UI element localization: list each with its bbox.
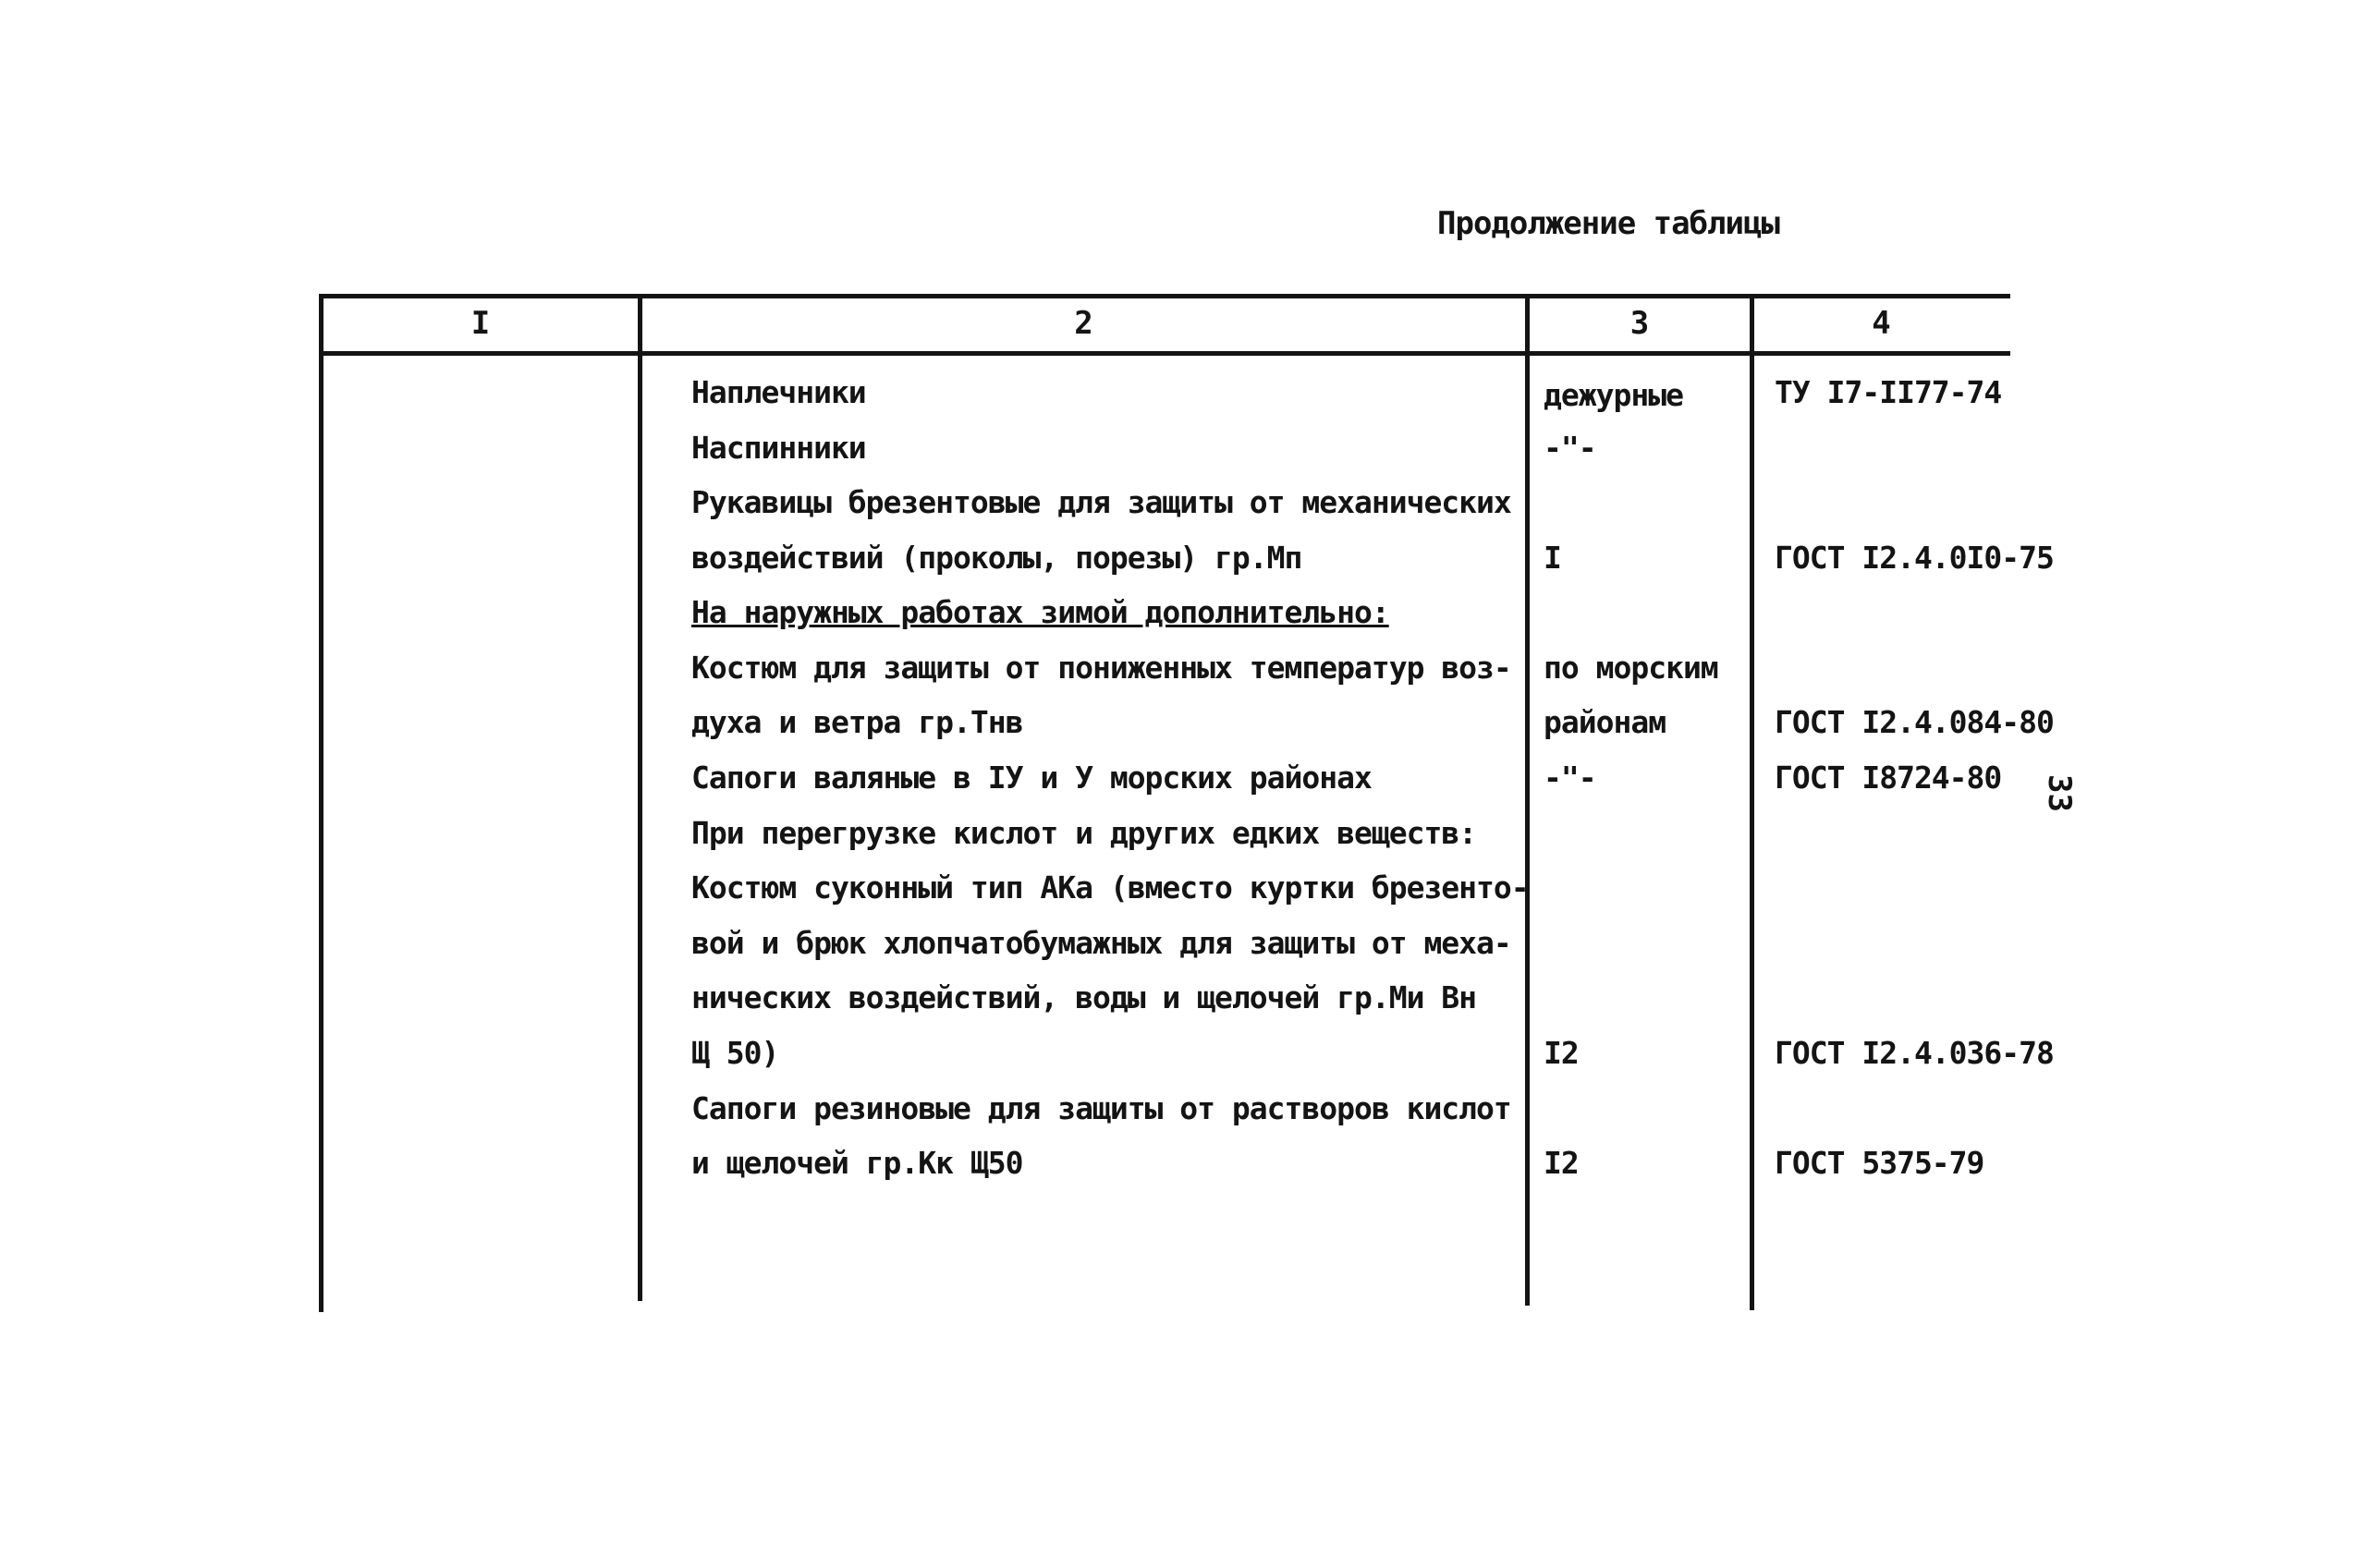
- item-name: Сапоги валяные в IУ и У морских районах: [691, 760, 1372, 796]
- item-name: Костюм суконный тип АКа (вместо куртки брезенто-: [691, 869, 1529, 906]
- column-divider-1-2: [638, 294, 642, 1301]
- standard-ref: ГОСТ I2.4.084-80: [1775, 704, 2054, 740]
- column-header-2: 2: [1074, 305, 1093, 342]
- standard-ref: ТУ I7-II77-74: [1775, 374, 2002, 410]
- item-name: Костюм для защиты от пониженных температур воз-: [691, 650, 1511, 686]
- column-divider-left: [319, 294, 323, 1312]
- item-name: воздействий (проколы, порезы) гр.Мп: [691, 540, 1302, 576]
- issue-term: I2: [1544, 1145, 1579, 1181]
- column-divider-3-4: [1750, 294, 1754, 1310]
- item-name: Рукавицы брезентовые для защиты от механических: [691, 484, 1511, 520]
- section-heading: На наружных работах зимой дополнительно:: [691, 594, 1389, 630]
- issue-term: I2: [1544, 1035, 1579, 1071]
- column-header-1: I: [470, 305, 491, 342]
- table-top-rule: [319, 294, 2010, 298]
- issue-term: I: [1544, 540, 1561, 576]
- issue-term: -"-: [1544, 430, 1596, 466]
- header-bottom-rule: [319, 351, 2010, 356]
- standard-ref: ГОСТ I2.4.036-78: [1775, 1035, 2054, 1071]
- item-name: Сапоги резиновые для защиты от растворов кислот: [691, 1090, 1511, 1126]
- standard-ref: ГОСТ I8724-80: [1775, 760, 2002, 796]
- issue-term: по морским: [1544, 650, 1718, 686]
- issue-term: -"-: [1544, 760, 1596, 796]
- column-divider-2-3: [1525, 294, 1530, 1306]
- section-heading: При перегрузке кислот и других едких веществ:: [691, 815, 1477, 851]
- item-name: вой и брюк хлопчатобумажных для защиты от меха-: [691, 925, 1511, 961]
- issue-term: дежурные: [1544, 377, 1683, 413]
- table-continuation-caption: Продолжение таблицы: [1437, 205, 1779, 242]
- standard-ref: ГОСТ 5375-79: [1775, 1145, 1984, 1181]
- item-name: Щ 50): [691, 1035, 779, 1071]
- item-name: Наплечники: [691, 374, 866, 410]
- standard-ref: ГОСТ I2.4.0I0-75: [1775, 540, 2054, 576]
- column-header-3: 3: [1629, 305, 1650, 342]
- item-name: и щелочей гр.Кк Щ50: [691, 1145, 1023, 1181]
- item-name: Наспинники: [691, 430, 866, 466]
- page-number: 33: [2041, 774, 2078, 812]
- item-name: духа и ветра гр.Тнв: [691, 704, 1023, 740]
- issue-term: районам: [1544, 704, 1666, 740]
- item-name: нических воздействий, воды и щелочей гр.Ми Вн: [691, 979, 1477, 1015]
- column-header-4: 4: [1872, 305, 1891, 342]
